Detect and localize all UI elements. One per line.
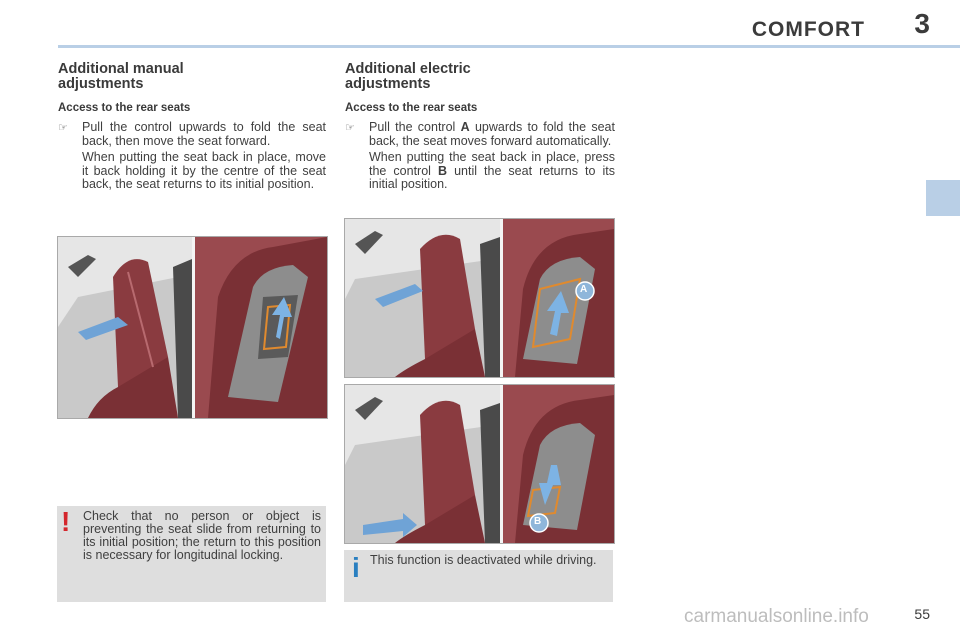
exclamation-icon: ! [61,506,71,537]
right-step-2: When putting the seat back in place, press the control B until the seat returns to its initial position. [369,150,615,191]
page-number: 55 [914,606,930,622]
electric-fold-illustration [344,218,615,378]
left-title: Additional manual adjustments [58,61,184,92]
pointing-hand-icon: ☞ [58,122,68,134]
right-step-1: Pull the control A upwards to fold the seat back, the seat moves forward automatically. [369,120,615,148]
info-icon: i [352,552,360,583]
control-b-key: B [437,163,448,178]
right-subtitle: Access to the rear seats [345,102,478,114]
left-step-1: Pull the control upwards to fold the seat back, then move the seat forward. [82,120,326,148]
info-note [344,550,613,602]
electric-return-illustration [344,384,615,544]
chapter-number: 3 [914,8,930,39]
left-step-2: When putting the seat back in place, move it back holding it by the centre of the seat back, the seat returns to its initial position. [82,150,326,191]
control-b-label: B [534,516,542,527]
left-subtitle: Access to the rear seats [58,102,191,114]
header-rule [58,45,960,48]
warning-note [57,506,326,602]
section-title: COMFORT [751,18,865,41]
control-a-label: A [580,284,588,295]
manual-seat-illustration [57,236,328,419]
pointing-hand-icon: ☞ [345,122,355,134]
chapter-tab [926,180,960,216]
warning-text: Check that no person or object is preventing the seat slide from returning to its initial position; the return to this position is necessary for longitudinal locking. [83,509,321,562]
control-a-key: A [460,120,470,134]
info-text: This function is deactivated while driving. [370,553,597,567]
watermark: carmanualsonline.info [684,606,869,627]
right-title: Additional electric adjustments [345,61,471,92]
